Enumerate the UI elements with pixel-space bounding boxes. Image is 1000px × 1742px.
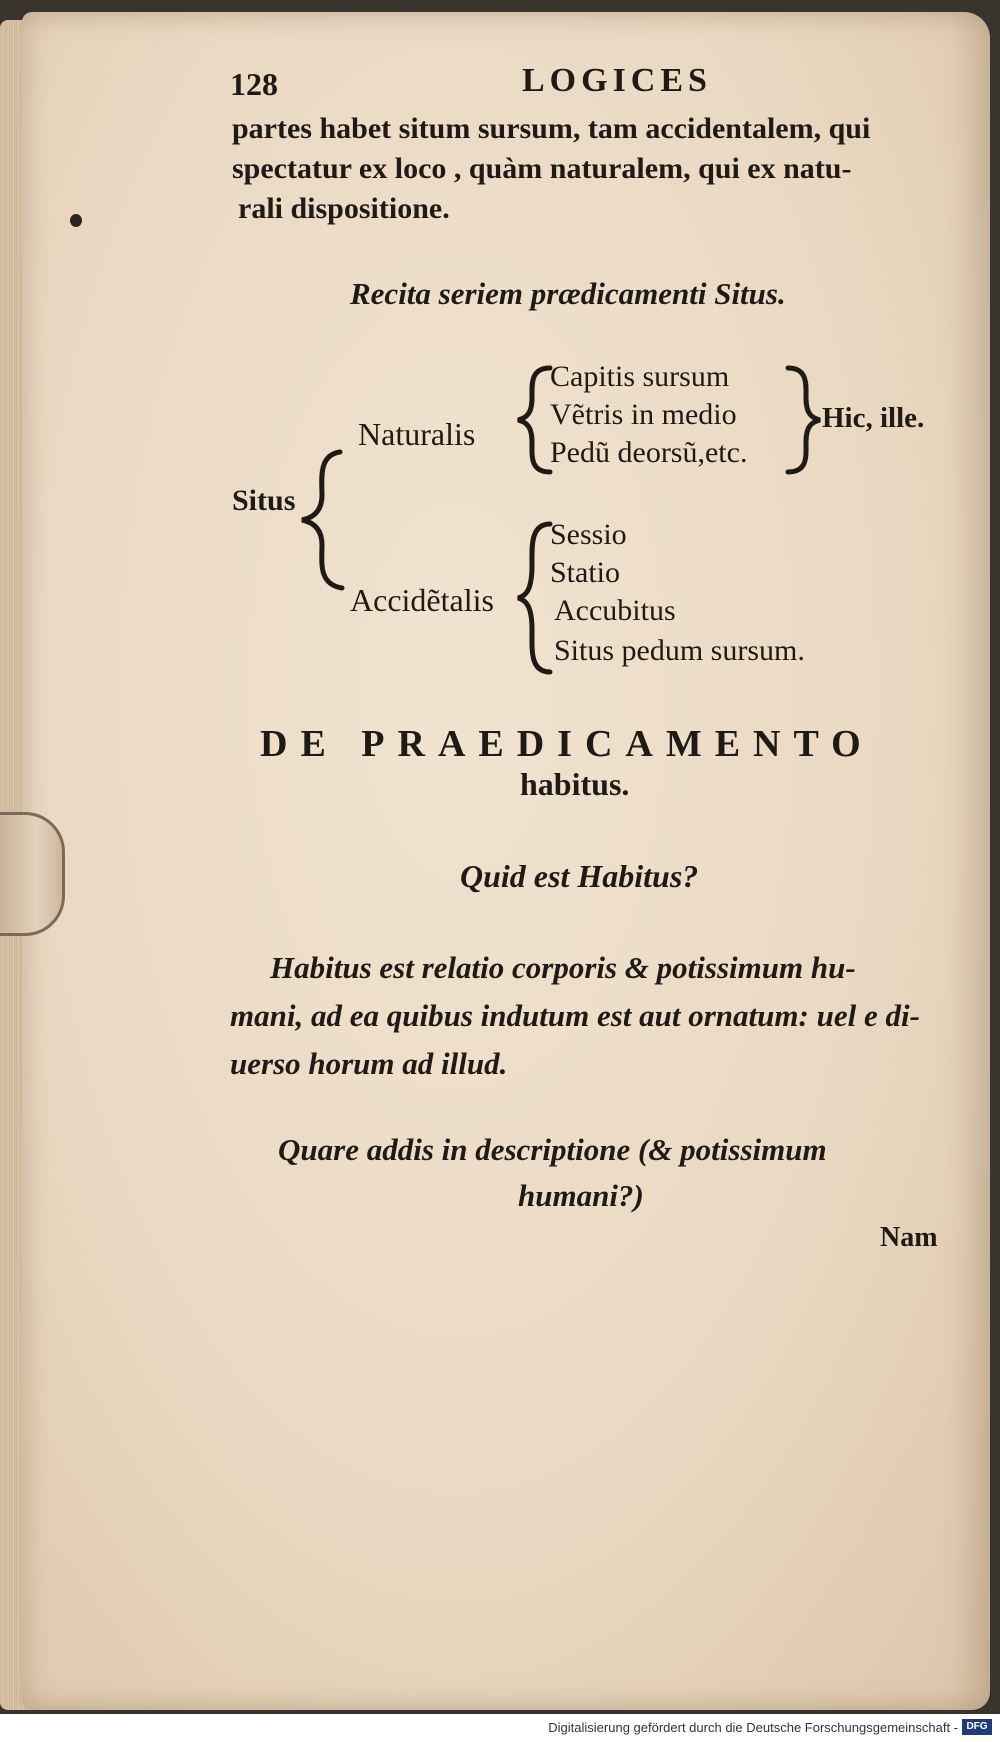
naturalis-closing-brace xyxy=(788,368,820,472)
answer-line-2: mani, ad ea quibus indutum est aut ornatum: uel e di- xyxy=(230,998,920,1033)
intro-line-2: spectatur ex loco , quàm naturalem, qui ex natu- xyxy=(232,152,852,185)
diagram-naturalis-label: Naturalis xyxy=(358,416,476,452)
accidentalis-item-3: Accubitus xyxy=(554,594,676,627)
footer-credit: Digitalisierung gefördert durch die Deutsche Forschungsgemeinschaft - xyxy=(548,1720,958,1735)
naturalis-item-3: Pedũ deorsũ,etc. xyxy=(550,436,748,469)
section-subtitle: habitus. xyxy=(520,766,630,802)
diagram-root: Situs xyxy=(232,484,296,517)
accidentalis-item-2: Statio xyxy=(550,556,621,589)
diagram-accidentalis-label: Accidẽtalis xyxy=(350,582,494,618)
intro-line-1: partes habet situm sursum, tam accidentalem, qui xyxy=(232,112,871,145)
section-title: DE PRAEDICAMENTO xyxy=(260,723,874,765)
accidentalis-item-4: Situs pedum sursum. xyxy=(554,634,805,667)
running-title: LOGICES xyxy=(522,62,712,99)
naturalis-result: Hic, ille. xyxy=(822,402,925,434)
dfg-logo: DFG xyxy=(962,1719,992,1735)
footer-bar xyxy=(0,1714,1000,1742)
answer-line-3: uerso horum ad illud. xyxy=(230,1046,508,1081)
naturalis-item-2: Vẽtris in medio xyxy=(550,398,737,431)
question-quare-line-1: Quare addis in descriptione (& potissimum xyxy=(278,1132,827,1167)
question-quare-line-2: humani?) xyxy=(518,1178,644,1213)
accidentalis-brace xyxy=(518,524,550,672)
intro-line-3: rali dispositione. xyxy=(238,192,450,225)
naturalis-item-1: Capitis sursum xyxy=(550,360,730,393)
situs-brace xyxy=(302,452,342,588)
naturalis-brace xyxy=(518,368,550,472)
answer-line-1: Habitus est relatio corporis & potissimum hu- xyxy=(270,950,856,985)
question-habitus: Quid est Habitus? xyxy=(460,858,699,894)
question-situs: Recita seriem prædicamenti Situs. xyxy=(350,276,786,311)
accidentalis-item-1: Sessio xyxy=(550,518,627,551)
page-number: 128 xyxy=(230,66,278,102)
catchword: Nam xyxy=(880,1222,938,1253)
